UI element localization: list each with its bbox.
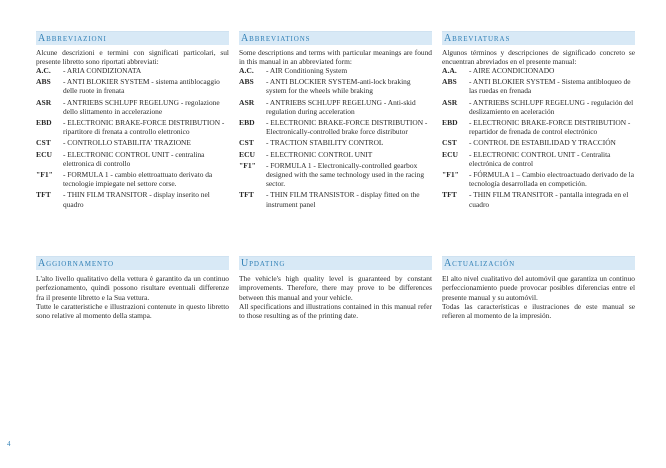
abbr-term: ABS [442, 77, 457, 87]
list-item [36, 170, 229, 188]
abbr-definition: - TRACTION STABILITY CONTROL [266, 138, 384, 148]
abbreviations-section-es [442, 31, 635, 209]
list-item [36, 150, 229, 168]
abbr-term: ASR [239, 97, 255, 107]
page-number: 4 [7, 440, 11, 448]
abbr-term: EBD [442, 118, 458, 128]
section-heading: Abbreviations [239, 31, 432, 45]
abbr-term: ASR [36, 97, 52, 107]
abbr-definition: - ELECTRONIC CONTROL UNIT - centralina elettronica di controllo [63, 149, 205, 168]
abbreviation-list [36, 66, 229, 209]
abbr-definition: - ELECTRONIC BRAKE-FORCE DISTRIBUTION - ripartitore di frenata a controllo elettronico [63, 118, 225, 137]
abbr-term: EBD [36, 118, 52, 128]
abbr-definition: - ARIA CONDIZIONATA [63, 66, 142, 75]
abbr-definition: - CONTROLLO STABILITA' TRAZIONE [63, 138, 191, 148]
list-item [36, 138, 229, 147]
section-heading: Updating [239, 256, 432, 270]
abbr-definition: - AIR Conditioning System [266, 66, 348, 75]
abbr-term: CST [442, 138, 457, 148]
section-heading: Actualización [442, 256, 635, 270]
list-item [239, 161, 432, 189]
paragraph: El alto nivel cualitativo del automóvil que garantiza un continuo perfeccionamiento puede provocar posibles diferencias entre el presente manual y su automóvil. [442, 274, 635, 302]
abbr-term: EBD [239, 118, 255, 128]
list-item [36, 118, 229, 136]
intro-text: Alcune descrizioni e termini con significati particolari, sul presente libretto sono riportati abbreviati: [36, 48, 229, 66]
section-heading: Abbreviazioni [36, 31, 229, 45]
abbr-term: "F1" [239, 160, 256, 170]
abbr-definition: - ELECTRONIC BRAKE-FORCE DISTRIBUTION - repartidor de frenada de control electrónico [469, 118, 631, 137]
paragraph: The vehicle's high quality level is guaranteed by constant improvements. Therefore, there may prove to be differences between this manual and your vehicle. [239, 274, 432, 302]
abbr-definition: - THIN FILM TRANSITOR - display inserito nel quadro [63, 190, 210, 209]
list-item [36, 190, 229, 208]
paragraph: Todas las características e ilustraciones de este manual se refieren al momento de la impresión. [442, 301, 635, 321]
abbr-definition: - ANTI BLOKIER SYSTEM - Sistema antibloqueo de las ruedas en frenada [469, 77, 631, 96]
abbr-term: ABS [239, 77, 254, 87]
abbreviations-section-it [36, 31, 229, 209]
updating-section-it [36, 256, 229, 320]
list-item [442, 170, 635, 188]
list-item [36, 77, 229, 95]
abbr-term: ECU [36, 149, 53, 159]
list-item [36, 98, 229, 116]
abbr-term: ECU [442, 149, 459, 159]
abbr-definition: - FÓRMULA 1 – Cambio electroactuado derivado de la tecnología desarrollada en competición. [469, 170, 635, 189]
abbr-term: CST [239, 138, 254, 148]
list-item [442, 66, 635, 75]
list-item [239, 66, 432, 75]
paragraph: All specifications and illustrations contained in this manual refer to those resulting as of the printing date. [239, 301, 432, 321]
abbr-definition: - ELECTRONIC CONTROL UNIT [266, 149, 373, 159]
abbr-term: A.A. [442, 66, 457, 75]
abbr-definition: - ANTRIEBS SCHLUPF REGELUNG - regolazione dello slittamento in accelerazione [63, 97, 220, 116]
section-heading: Abreviaturas [442, 31, 635, 45]
list-item [442, 77, 635, 95]
paragraph: Tutte le caratteristiche e illustrazioni contenute in questo libretto sono relative al momento della stampa. [36, 301, 229, 321]
abbr-term: "F1" [36, 170, 53, 180]
intro-text: Some descriptions and terms with particular meanings are found in this manual in an abbreviated form: [239, 48, 432, 66]
abbr-definition: - CONTROL DE ESTABILIDAD Y TRACCIÓN [469, 138, 616, 148]
abbr-definition: - ANTRIEBS SCHLUPF REGELUNG - regulación del deslizamiento en aceleración [469, 97, 634, 116]
updating-section-en [239, 256, 432, 320]
list-item [36, 66, 229, 75]
abbr-definition: - FORMULA 1 - cambio elettroattuato derivato da tecnologie impiegate nel settore corse. [63, 170, 213, 189]
abbr-term: A.C. [36, 66, 51, 75]
list-item [442, 118, 635, 136]
intro-text: Algunos términos y descripciones de significado concreto se encuentran abreviados en el presente manual: [442, 48, 635, 66]
list-item [239, 98, 432, 116]
abbr-term: A.C. [239, 66, 254, 75]
list-item [442, 138, 635, 147]
abbr-term: TFT [239, 190, 254, 200]
abbr-definition: - THIN FILM TRANSITOR - pantalla integrada en el cuadro [469, 190, 629, 209]
list-item [442, 190, 635, 208]
list-item [239, 138, 432, 147]
section-heading: Aggiornamento [36, 256, 229, 270]
abbreviation-list [239, 66, 432, 209]
abbr-term: "F1" [442, 170, 459, 180]
abbr-definition: - ANTI BLOCKIER SYSTEM-anti-lock braking system for the wheels while braking [266, 77, 411, 96]
paragraph: L'alto livello qualitativo della vettura è garantito da un continuo perfezionamento, quindi possono risultare eventuali differenze fra il presente libretto e la Sua vettura. [36, 274, 229, 302]
abbr-term: ABS [36, 77, 51, 87]
list-item [442, 98, 635, 116]
abbr-definition: - THIN FILM TRANSISTOR - display fitted on the instrument panel [266, 190, 420, 209]
abbr-term: ASR [442, 97, 458, 107]
list-item [239, 77, 432, 95]
list-item [239, 118, 432, 136]
list-item [239, 150, 432, 159]
abbr-term: CST [36, 138, 51, 148]
abbr-definition: - ANTI BLOKIER SYSTEM - sistema antiblocaggio delle ruote in frenata [63, 77, 220, 96]
abbr-definition: - ELECTRONIC CONTROL UNIT - Centralita electrónica de control [469, 149, 611, 168]
abbr-term: ECU [239, 149, 256, 159]
abbreviation-list [442, 66, 635, 209]
abbr-definition: - AIRE ACONDICIONADO [469, 66, 555, 75]
list-item [239, 190, 432, 208]
abbr-definition: - ELECTRONIC BRAKE-FORCE DISTRIBUTION - Electronically-controlled brake force distributor [266, 118, 428, 137]
updating-section-es [442, 256, 635, 320]
abbr-term: TFT [442, 190, 457, 200]
list-item [442, 150, 635, 168]
abbr-definition: - FORMULA 1 - Electronically-controlled gearbox designed with the same technology used in the racing sector. [266, 160, 425, 189]
abbreviations-section-en [239, 31, 432, 209]
abbr-term: TFT [36, 190, 51, 200]
abbr-definition: - ANTRIEBS SCHLUPF REGELUNG - Anti-skid regulation during acceleration [266, 97, 416, 116]
